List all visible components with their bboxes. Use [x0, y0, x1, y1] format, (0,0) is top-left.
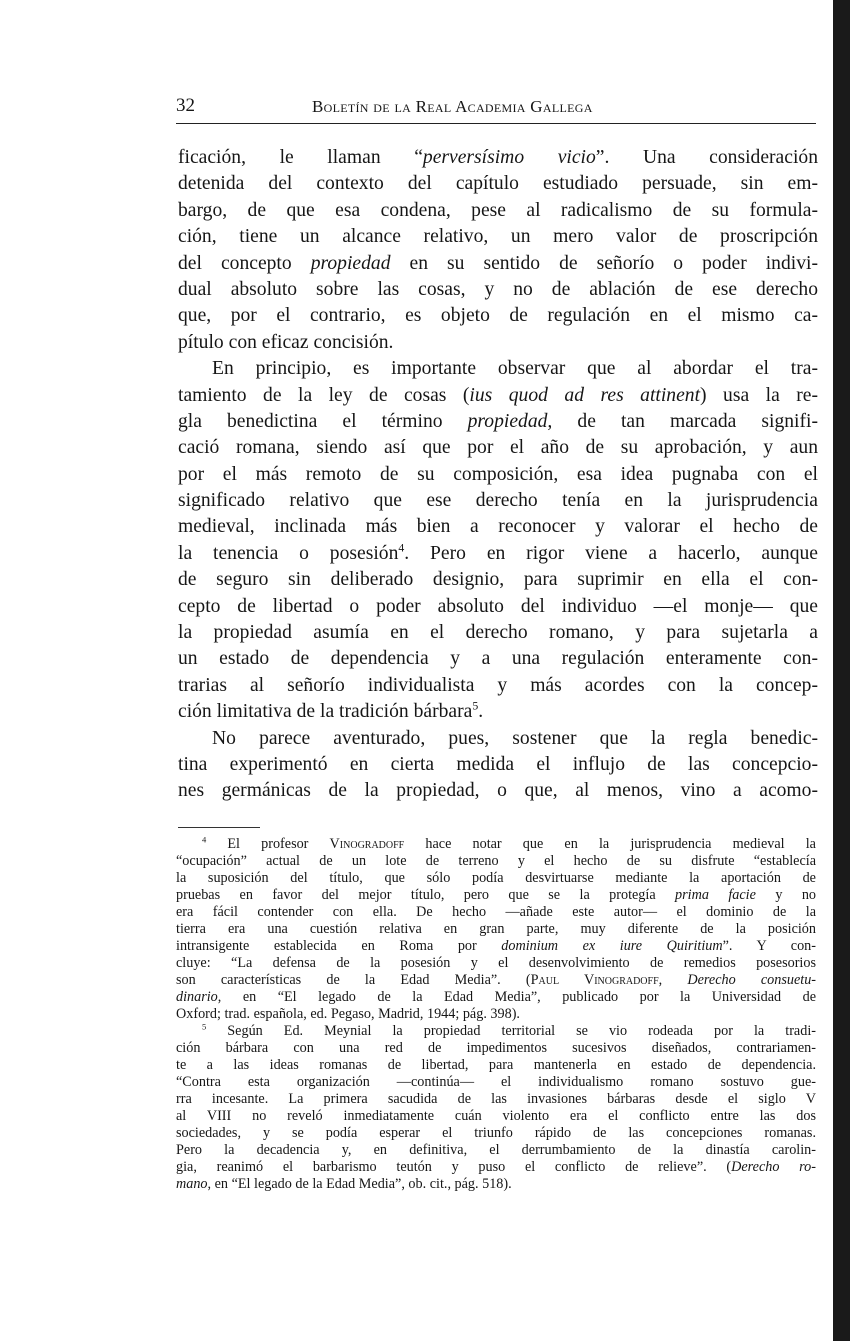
header-rule	[176, 123, 816, 124]
text-line: gla benedictina el término propiedad, de tan marcada signifi-	[178, 410, 818, 432]
footnote-line: dinario, en “El legado de la Edad Media”, publicado por la Universidad de	[176, 989, 816, 1005]
text-line: tamiento de la ley de cosas (ius quod ad res attinent) usa la re-	[178, 384, 818, 406]
footnote-line: “Contra esta organización —continúa— el individualismo romano sostuvo gue-	[176, 1074, 816, 1090]
text-line: de seguro sin deliberado designio, para suprimir en ella el con-	[178, 569, 818, 591]
footnote-line: gia, reanimó el barbarismo teutón y puso el conflicto de relieve”. (Derecho ro-	[176, 1159, 816, 1175]
footnote-line: sociedades, y se podía esperar el triunfo rápido de las concepciones romanas.	[176, 1125, 816, 1141]
text-line: significado relativo que ese derecho tenía en la jurisprudencia	[178, 490, 818, 512]
text-line: medieval, inclinada más bien a reconocer y valorar el hecho de	[178, 516, 818, 538]
footnote-line: $^5$ Según Ed. Meynial la propiedad territorial se vio rodeada por la tradi-	[202, 1021, 816, 1039]
footnote-line: Oxford; trad. española, ed. Pegaso, Madrid, 1944; pág. 398).	[176, 1006, 520, 1022]
scan-edge-bar	[833, 0, 850, 1341]
footnote-rule	[178, 827, 260, 828]
running-header	[176, 95, 816, 123]
footnote-line: al VIII no reveló inmediatamente cuán violento era el conflicto entre las dos	[176, 1108, 816, 1124]
footnote-line: Pero la decadencia y, en definitiva, el derrumbamiento de la dinastía carolin-	[176, 1142, 816, 1158]
footnote-line: intransigente establecida en Roma por dominium ex iure Quiritium”. Y con-	[176, 938, 816, 954]
text-line: que, por el contrario, es objeto de regulación en el mismo ca-	[178, 305, 818, 327]
text-line: detenida del contexto del capítulo estudiado persuade, sin em-	[178, 173, 818, 195]
journal-title: Boletín de la Real Academia Gallega	[312, 97, 593, 116]
text-line: un estado de dependencia y a una regulación enteramente con-	[178, 648, 818, 670]
footnotes	[176, 836, 816, 1193]
footnote-line: era fácil contender con ella. De hecho —añade este autor— el dominio de la	[176, 904, 816, 920]
text-line: tina experimentó en cierta medida el influjo de las concepcio-	[178, 753, 818, 775]
text-line: la tenencia o posesión$^4$. Pero en rigor viene a hacerlo, aunque	[178, 541, 818, 564]
text-line: por el más remoto de su composición, esa idea pugnaba con el	[178, 463, 818, 485]
footnote-line: son características de la Edad Media”. (Paul Vinogradoff, Derecho consuetu-	[176, 972, 817, 988]
text-line: trarias al señorío individualista y más acordes con la concep-	[178, 674, 818, 696]
footnote-line: tierra era una cuestión relativa en gran parte, muy diferente de la posición	[176, 921, 816, 937]
text-line: nes germánicas de la propiedad, o que, al menos, vino a acomo-	[178, 780, 818, 802]
text-line: del concepto propiedad en su sentido de señorío o poder indivi-	[178, 252, 818, 274]
text-line: pítulo con eficaz concisión.	[178, 331, 394, 353]
text-line: bargo, de que esa condena, pese al radicalismo de su formula-	[178, 199, 818, 221]
footnote-line: la suposición del título, que sólo podía desvirtuarse mediante la aportación de	[176, 870, 816, 886]
footnote-line: cluye: “La defensa de la posesión y el desenvolvimiento de remedios posesorios	[176, 955, 816, 971]
footnote-line: mano, en “El legado de la Edad Media”, ob. cit., pág. 518).	[176, 1176, 512, 1192]
text-line: En principio, es importante observar que al abordar el tra-	[212, 358, 818, 380]
text-line: ción, tiene un alcance relativo, un mero valor de proscripción	[178, 226, 818, 248]
text-line: No parece aventurado, pues, sostener que la regla benedic-	[212, 727, 818, 749]
footnote-line: rra incesante. La primera sacudida de las invasiones bárbaras desde el siglo V	[176, 1091, 816, 1107]
text-line: dual absoluto sobre las cosas, y no de ablación de ese derecho	[178, 278, 818, 300]
page-number: 32	[176, 95, 195, 116]
text-line: cepto de libertad o poder absoluto del individuo —el monje— que	[178, 595, 818, 617]
footnote-line: pruebas en favor del mejor título, pero que se la protegía prima facie y no	[176, 887, 817, 903]
text-line: la propiedad asumía en el derecho romano, y para sujetarla a	[178, 622, 818, 644]
footnote-line: te a las ideas romanas de libertad, para mantenerla en estado de dependencia.	[176, 1057, 816, 1073]
text-line: cació romana, siendo así que por el año de su aprobación, y aun	[178, 437, 818, 459]
body-text	[178, 145, 818, 805]
text-line: ficación, le llaman “perversísimo vicio”. Una consideración	[178, 147, 818, 168]
footnote-line: ción bárbara con una red de impedimentos sucesivos diseñados, contrariamen-	[176, 1040, 816, 1056]
footnote-line: $^4$ El profesor Vinogradoff hace notar que en la jurisprudencia medieval la	[202, 834, 816, 852]
footnote-line: “ocupación” actual de un lote de terreno y el hecho de su disfrute “establecía	[176, 853, 816, 869]
text-line: ción limitativa de la tradición bárbara$^5$.	[178, 699, 484, 723]
